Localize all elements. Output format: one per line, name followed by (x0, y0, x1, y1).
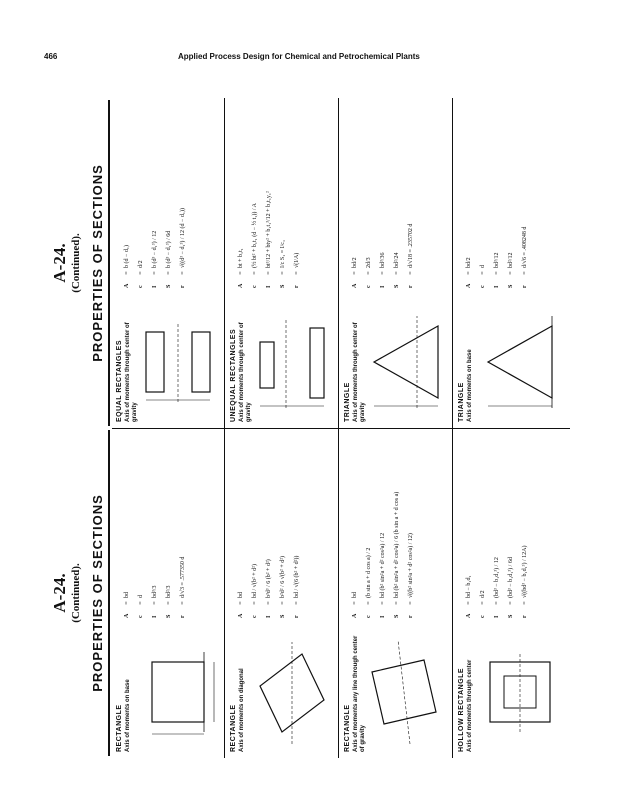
equals-sign: = (152, 601, 158, 605)
formula-symbol: S (508, 614, 514, 618)
formula-row (176, 102, 190, 288)
formula-row (404, 432, 418, 618)
equals-sign: = (480, 271, 486, 275)
rectangle-any-line-figure (366, 634, 448, 752)
equals-sign: = (480, 601, 486, 605)
formula-value: bd (352, 592, 358, 598)
book-title: Applied Process Design for Chemical and Petrochemical Plants (178, 52, 420, 61)
formula-symbol: A (352, 283, 358, 288)
equals-sign: = (494, 601, 500, 605)
continued-label: (Continued). (70, 233, 82, 293)
formula-value: (½ bt² + b₁t₁ (d − ½ t₁)) / A (252, 202, 258, 268)
formula-value: (bd³ − b₁d₁³) / 12 (494, 557, 500, 598)
formula-symbol: I (494, 615, 500, 618)
equals-sign: = (238, 601, 244, 605)
formula-symbol: A (238, 613, 244, 618)
formula-value: I/c S₁ = I/c₁ (280, 239, 286, 268)
equals-sign: = (522, 601, 528, 605)
unequal-rectangles-figure (252, 304, 334, 422)
formula-value: bt³/12 + bty² + b₁t₁³/12 + b₁t₁y₁² (266, 191, 272, 268)
section-title: RECTANGLE (230, 704, 237, 752)
equals-sign: = (180, 271, 186, 275)
formula-value: bd³/3 (152, 585, 158, 598)
rectangle-diagonal-figure (252, 634, 334, 752)
formula-symbol: S (166, 284, 172, 288)
formula-value: b (d³ − d₁³) / 12 (152, 230, 158, 268)
formula-row (234, 432, 248, 618)
formula-symbol: c (366, 615, 372, 618)
formula-list (120, 432, 190, 618)
equals-sign: = (466, 601, 472, 605)
formula-row (248, 432, 262, 618)
formula-row (376, 102, 390, 288)
section-subtitle: Axis of moments any line through center of gravity (353, 635, 366, 752)
section-rectangle-base (112, 428, 225, 758)
equals-sign: = (124, 601, 130, 605)
section-subtitle: Axis of moments through center of gravity (239, 322, 252, 422)
equals-sign: = (366, 271, 372, 275)
right-column (50, 98, 570, 428)
equals-sign: = (522, 271, 528, 275)
formula-value: √(I/A) (294, 252, 300, 268)
table-heading: PROPERTIES OF SECTIONS (90, 494, 105, 692)
table-number: A-24. (50, 243, 69, 283)
equals-sign: = (408, 271, 414, 275)
triangle-base-figure (480, 304, 562, 422)
section-subtitle: Axis of moments through center of gravity (353, 322, 366, 422)
formula-symbol: r (522, 285, 528, 288)
formula-row (376, 432, 390, 618)
section-subtitle: Axis of moments on base (125, 679, 131, 752)
equals-sign: = (266, 601, 272, 605)
formula-symbol: S (280, 284, 286, 288)
formula-value: bd (124, 592, 130, 598)
formula-symbol: c (138, 285, 144, 288)
equals-sign: = (252, 271, 258, 275)
section-title: TRIANGLE (458, 382, 465, 422)
formula-symbol: S (394, 284, 400, 288)
equals-sign: = (380, 271, 386, 275)
formula-row (404, 102, 418, 288)
formula-symbol: r (294, 285, 300, 288)
heading-rule (108, 100, 110, 426)
formula-symbol: I (380, 285, 386, 288)
formula-row (476, 102, 490, 288)
formula-value: (b sin a + d cos a) / 2 (366, 547, 372, 598)
formula-value: bd²/12 (508, 252, 514, 268)
equals-sign: = (394, 271, 400, 275)
equals-sign: = (466, 271, 472, 275)
formula-value: d/√6 = .408248 d (522, 226, 528, 268)
equals-sign: = (352, 601, 358, 605)
formula-row (518, 102, 532, 288)
formula-value: √((b² sin²a + d² cos²a) / 12) (408, 533, 414, 598)
formula-value: d (480, 265, 486, 268)
equals-sign: = (280, 601, 286, 605)
table-number: A-24. (50, 573, 69, 613)
formula-symbol: r (180, 285, 186, 288)
formula-row (504, 102, 518, 288)
formula-row (120, 102, 134, 288)
heading-rule (108, 430, 110, 756)
formula-symbol: r (294, 615, 300, 618)
formula-row (148, 102, 162, 288)
formula-value: d (138, 595, 144, 598)
formula-value: bd/2 (466, 257, 472, 268)
equals-sign: = (138, 601, 144, 605)
formula-value: bd³/36 (380, 252, 386, 268)
formula-row (162, 102, 176, 288)
formula-list (234, 432, 304, 618)
formula-row (362, 432, 376, 618)
equals-sign: = (238, 271, 244, 275)
equal-rectangles-figure (138, 304, 220, 422)
equals-sign: = (380, 601, 386, 605)
formula-value: bd / √(6 (b² + d²)) (294, 555, 300, 598)
section-title: UNEQUAL RECTANGLES (230, 328, 237, 422)
formula-value: b (d³ − d₁³) / 6d (166, 230, 172, 268)
formula-value: b (d − d₁) (124, 245, 130, 268)
formula-symbol: r (522, 615, 528, 618)
formula-row (276, 432, 290, 618)
formula-symbol: I (380, 615, 386, 618)
formula-value: bd/2 (352, 257, 358, 268)
formula-symbol: c (480, 285, 486, 288)
formula-row (348, 102, 362, 288)
formula-symbol: I (266, 615, 272, 618)
formula-row (134, 432, 148, 618)
formula-row (490, 432, 504, 618)
formula-symbol: r (408, 285, 414, 288)
section-equal-rectangles (112, 98, 225, 428)
formula-symbol: I (152, 615, 158, 618)
section-subtitle: Axis of moments on diagonal (239, 668, 245, 752)
equals-sign: = (508, 601, 514, 605)
formula-symbol: S (280, 614, 286, 618)
equals-sign: = (352, 271, 358, 275)
equals-sign: = (280, 271, 286, 275)
formula-value: d/√3 = .577350 d (180, 556, 186, 598)
triangle-center-figure (366, 304, 448, 422)
formula-row (148, 432, 162, 618)
formula-row (362, 102, 376, 288)
left-column (50, 428, 570, 758)
formula-value: b²d² / 6 √(b² + d²) (280, 555, 286, 598)
formula-row (134, 102, 148, 288)
section-subtitle: Axis of moments through center of gravity (125, 322, 138, 422)
section-title: HOLLOW RECTANGLE (458, 667, 465, 752)
formula-row (248, 102, 262, 288)
section-subtitle: Axis of moments on base (467, 349, 473, 422)
page-number: 466 (44, 52, 58, 61)
equals-sign: = (494, 271, 500, 275)
formula-value: bd³/12 (494, 252, 500, 268)
formula-row (290, 432, 304, 618)
formula-symbol: c (138, 615, 144, 618)
formula-value: bd − b₁d₁ (466, 575, 472, 598)
formula-symbol: c (252, 285, 258, 288)
section-rectangle-diagonal (226, 428, 339, 758)
formula-row (462, 432, 476, 618)
formula-symbol: S (166, 614, 172, 618)
formula-symbol: c (366, 285, 372, 288)
equals-sign: = (294, 271, 300, 275)
formula-row (490, 102, 504, 288)
formula-row (462, 102, 476, 288)
formula-row (348, 432, 362, 618)
formula-symbol: S (394, 614, 400, 618)
page-header (0, 52, 620, 68)
formula-list (348, 432, 418, 618)
section-triangle-base (454, 98, 566, 428)
rectangle-base-figure (138, 634, 220, 752)
continued-label: (Continued). (70, 563, 82, 623)
formula-symbol: A (238, 283, 244, 288)
formula-value: bd / √(b² + d²) (252, 564, 258, 598)
formula-row (290, 102, 304, 288)
formula-symbol: A (124, 613, 130, 618)
formula-value: bd (238, 592, 244, 598)
formula-list (462, 432, 532, 618)
section-title: RECTANGLE (344, 704, 351, 752)
equals-sign: = (138, 271, 144, 275)
formula-row (120, 432, 134, 618)
formula-symbol: r (408, 615, 414, 618)
equals-sign: = (394, 601, 400, 605)
equals-sign: = (180, 601, 186, 605)
formula-value: √((d³ − d₁³) / 12 (d − d₁)) (180, 208, 186, 268)
formula-row (390, 432, 404, 618)
equals-sign: = (508, 271, 514, 275)
formula-value: 2d/3 (366, 257, 372, 268)
formula-symbol: r (180, 615, 186, 618)
equals-sign: = (266, 271, 272, 275)
formula-value: d/√18 = .235702 d (408, 223, 414, 268)
equals-sign: = (252, 601, 258, 605)
equals-sign: = (366, 601, 372, 605)
equals-sign: = (166, 271, 172, 275)
section-rectangle-any-line (340, 428, 453, 758)
formula-symbol: I (152, 285, 158, 288)
formula-symbol: A (352, 613, 358, 618)
formula-value: (bd³ − b₁d₁³) / 6d (508, 557, 514, 598)
formula-list (348, 102, 418, 288)
section-title: TRIANGLE (344, 382, 351, 422)
formula-symbol: A (466, 613, 472, 618)
equals-sign: = (294, 601, 300, 605)
hollow-rectangle-figure (480, 634, 562, 752)
section-subtitle: Axis of moments through center (467, 659, 473, 752)
formula-row (276, 102, 290, 288)
formula-list (462, 102, 532, 288)
formula-value: d/2 (480, 590, 486, 598)
formula-symbol: S (508, 284, 514, 288)
formula-symbol: c (480, 615, 486, 618)
formula-value: bd (b² sin²a + d² cos²a) / 12 (380, 532, 386, 598)
formula-list (120, 102, 190, 288)
rotated-table (50, 98, 570, 758)
section-triangle-center (340, 98, 453, 428)
formula-list (234, 102, 304, 288)
formula-value: bt + b₁t₁ (238, 248, 244, 268)
formula-row (234, 102, 248, 288)
equals-sign: = (152, 271, 158, 275)
formula-symbol: I (266, 285, 272, 288)
table-heading: PROPERTIES OF SECTIONS (90, 164, 105, 362)
formula-value: √((bd³ − b₁d₁³) / 12A) (522, 545, 528, 598)
formula-value: bd²/3 (166, 585, 172, 598)
formula-symbol: I (494, 285, 500, 288)
equals-sign: = (124, 271, 130, 275)
section-title: RECTANGLE (116, 704, 123, 752)
formula-symbol: c (252, 615, 258, 618)
formula-row (262, 102, 276, 288)
formula-row (162, 432, 176, 618)
formula-value: d/2 (138, 260, 144, 268)
section-unequal-rectangles (226, 98, 339, 428)
formula-row (176, 432, 190, 618)
section-title: EQUAL RECTANGLES (116, 339, 123, 422)
formula-symbol: A (466, 283, 472, 288)
equals-sign: = (408, 601, 414, 605)
formula-row (476, 432, 490, 618)
formula-row (390, 102, 404, 288)
formula-row (518, 432, 532, 618)
section-hollow-rectangle (454, 428, 566, 758)
formula-row (262, 432, 276, 618)
formula-symbol: A (124, 283, 130, 288)
formula-row (504, 432, 518, 618)
formula-value: b³d³ / 6 (b² + d²) (266, 559, 272, 598)
equals-sign: = (166, 601, 172, 605)
formula-value: bd (b² sin²a + d² cos²a) / 6 (b sin a + d cos a) (394, 491, 400, 598)
formula-value: bd²/24 (394, 252, 400, 268)
